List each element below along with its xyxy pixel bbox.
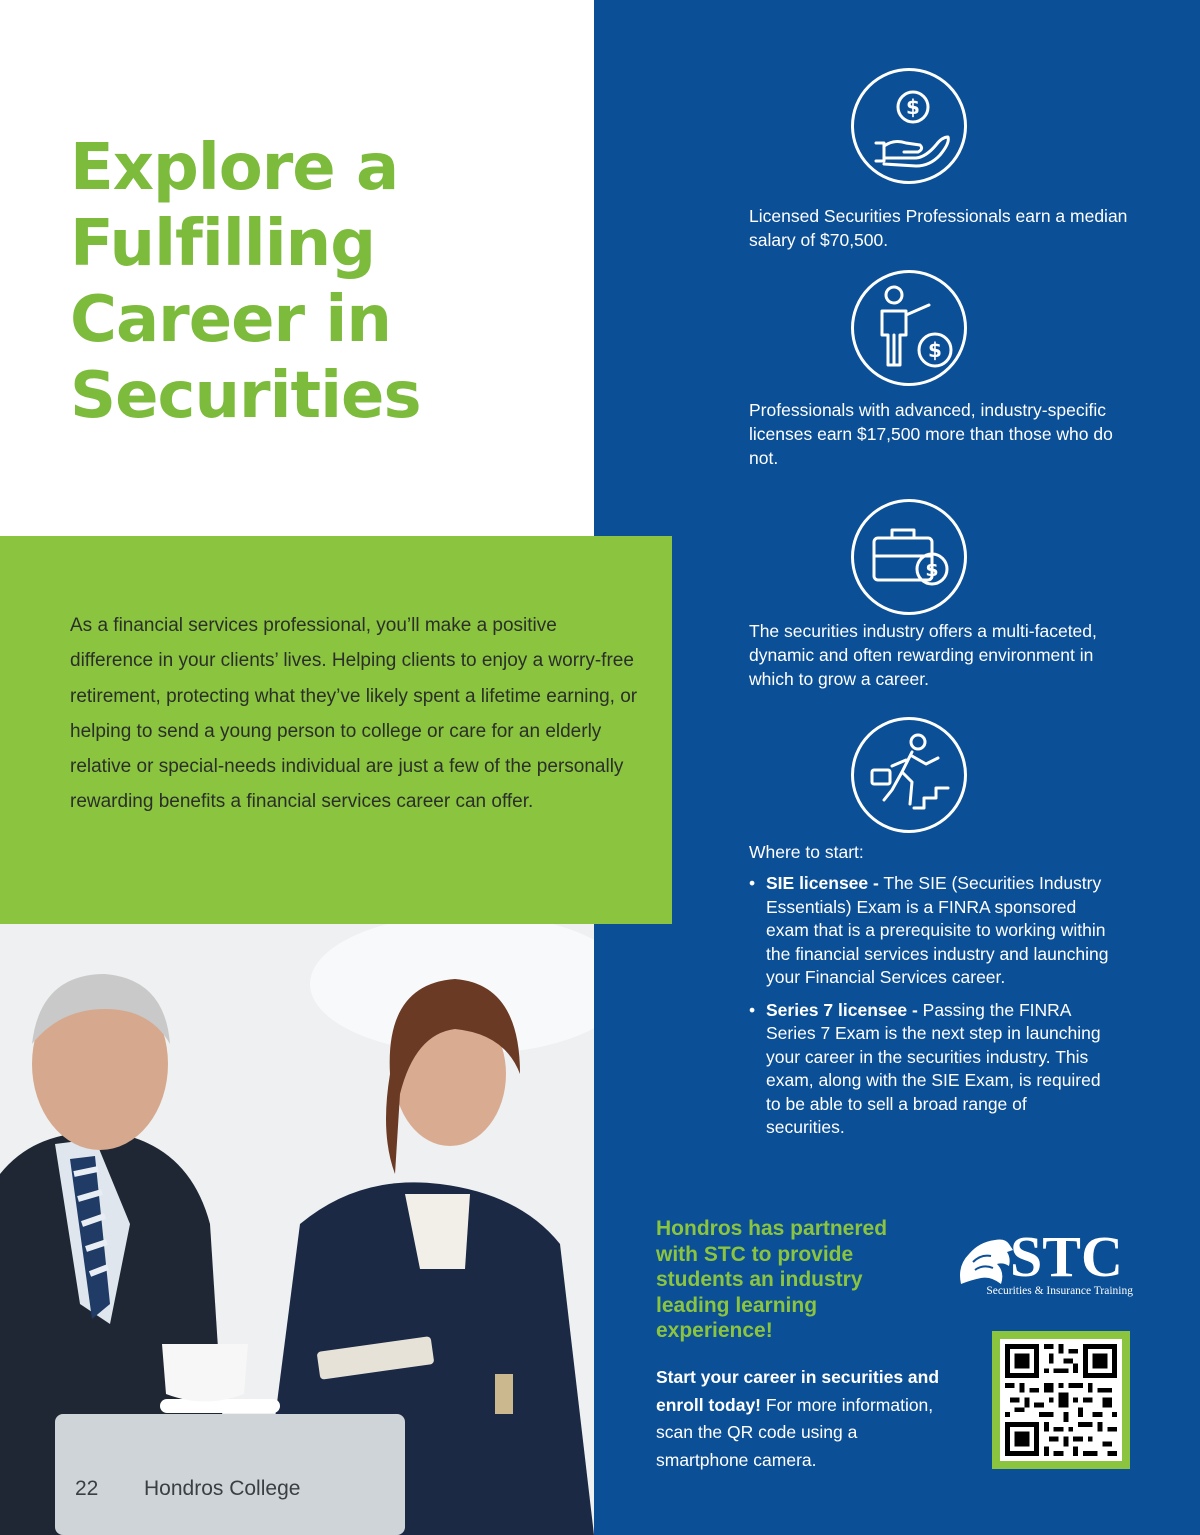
photo-illustration: [0, 924, 594, 1535]
qr-code[interactable]: [992, 1331, 1130, 1469]
climbing-stairs-icon: [851, 717, 967, 833]
list-item: [749, 999, 1109, 1140]
list-item: [749, 872, 1109, 990]
svg-text:$: $: [925, 559, 939, 581]
partner-statement: Hondros has partnered with STC to provide students an industry leading learning experience!: [656, 1217, 888, 1342]
list-item-title: Series 7 licensee -: [766, 999, 918, 1020]
page-number: 22: [75, 1477, 99, 1500]
title-line: Career in: [70, 283, 391, 357]
title-line: Securities: [70, 359, 421, 433]
briefcase-dollar-icon: [851, 499, 967, 615]
where-to-start-label: Where to start:: [749, 842, 864, 862]
footer-publisher: Hondros College: [144, 1477, 301, 1500]
person-dollar-icon: [851, 270, 967, 386]
cta-bold: Start your career in securities and enroll today!: [656, 1367, 940, 1415]
page-title: [70, 130, 570, 434]
stc-tagline: Securities & Insurance Training: [986, 1285, 1133, 1297]
stat-median-salary: Licensed Securities Professionals earn a median salary of $70,500.: [749, 206, 1128, 250]
svg-text:$: $: [928, 338, 942, 362]
hand-dollar-icon: [851, 68, 967, 184]
business-people-photo: [0, 924, 594, 1535]
svg-text:$: $: [906, 95, 920, 119]
cta-text: For more information, scan the QR code using a smartphone camera.: [656, 1394, 934, 1470]
list-item-text: The SIE (Securities Industry Essentials) Exam is a FINRA sponsored exam that is a prerequisite to working within the financial services industry and launching your Financial Services career.: [766, 873, 1109, 987]
qr-code-matrix: [1000, 1339, 1122, 1461]
intro-paragraph: As a financial services professional, you’ll make a positive difference in your clients’ lives. Helping clients to enjoy a worry-free retirement, protecting what they’ve likely spent a lifetime earning, or helping to send a young person to college or care for an elderly relative or special-needs individual are just a few of the personally rewarding benefits a financial services career can offer.: [70, 615, 638, 813]
title-line: Fulfilling: [70, 207, 375, 281]
stat-advanced-licenses: Professionals with advanced, industry-specific licenses earn $17,500 more than those who do not.: [749, 400, 1113, 468]
list-item-title: SIE licensee -: [766, 873, 879, 893]
qr-pattern: [1000, 1339, 1122, 1461]
stat-industry-environment: The securities industry offers a multi-faceted, dynamic and often rewarding environment in which to grow a career.: [749, 621, 1097, 689]
list-item-text: Passing the FINRA Series 7 Exam is the next step in launching your career in the securities industry. This exam, along with the SIE Exam, is required to be able to sell a broad range of securities.: [766, 999, 1101, 1137]
start-list: [749, 872, 1109, 1149]
stc-wordmark: STC: [1010, 1224, 1123, 1289]
title-line: Explore a: [70, 131, 399, 205]
call-to-action: [656, 1364, 946, 1474]
